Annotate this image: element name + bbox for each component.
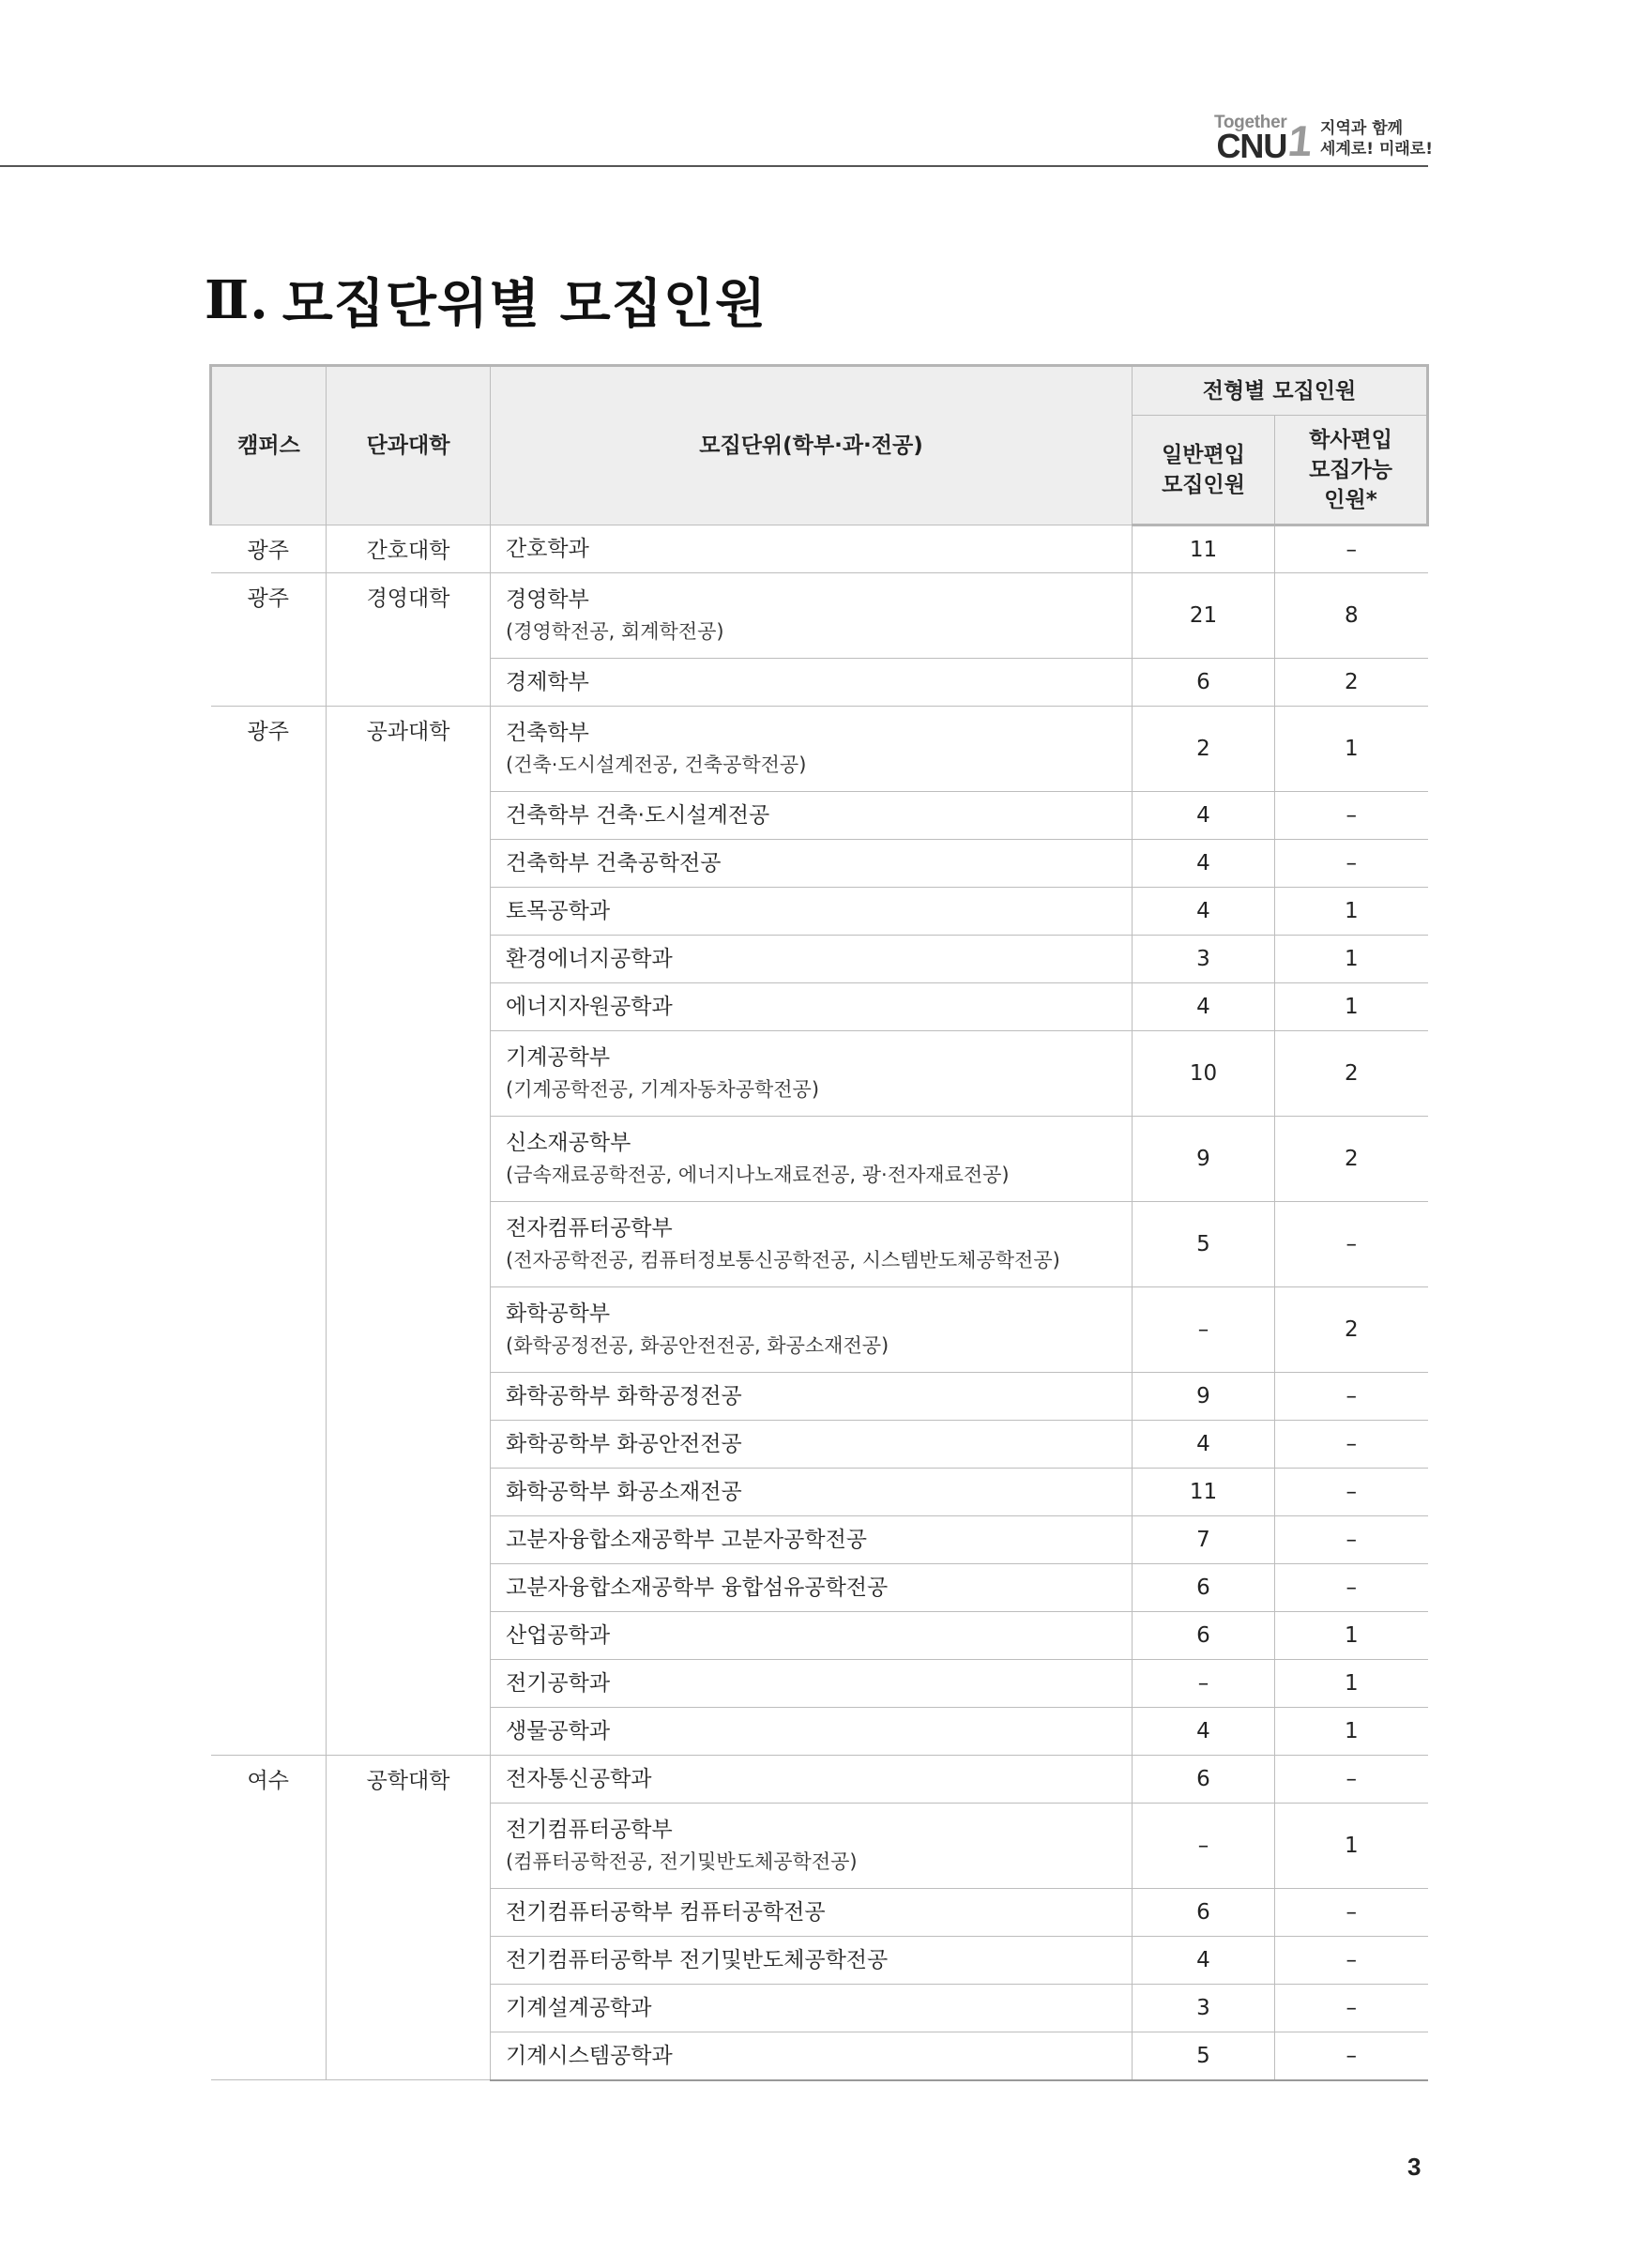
unit-majors: (금속재료공학전공, 에너지나노재료전공, 광·전자재료전공) — [506, 1164, 1010, 1186]
unit-name: 건축학부 건축·도시설계전공 — [506, 803, 770, 828]
general-count-cell: 4 — [1133, 1708, 1275, 1756]
bachelor-count-cell: 1 — [1275, 983, 1428, 1031]
unit-name: 기계공학부 — [506, 1045, 611, 1070]
bachelor-count-cell: – — [1275, 2032, 1428, 2080]
unit-cell — [491, 1421, 1133, 1469]
bachelor-count-cell: 1 — [1275, 707, 1428, 792]
college-cell: 경영대학 — [327, 573, 491, 707]
college-cell: 간호대학 — [327, 525, 491, 573]
bachelor-count-cell: 1 — [1275, 888, 1428, 936]
table-row — [211, 525, 1428, 573]
unit-cell — [491, 525, 1133, 573]
unit-cell — [491, 573, 1133, 659]
unit-name: 토목공학과 — [506, 899, 611, 923]
unit-name: 전자통신공학과 — [506, 1767, 652, 1791]
general-count-cell: 5 — [1133, 2032, 1275, 2080]
page-number: 3 — [1407, 2153, 1422, 2181]
table-row — [211, 1756, 1428, 1804]
cnu-logo — [1213, 105, 1433, 165]
bachelor-count-cell: 1 — [1275, 1660, 1428, 1708]
header-group: 전형별 모집인원 — [1133, 366, 1428, 416]
bachelor-count-cell: – — [1275, 1421, 1428, 1469]
bachelor-count-cell: – — [1275, 1937, 1428, 1985]
bachelor-count-cell: 1 — [1275, 936, 1428, 983]
unit-majors: (컴퓨터공학전공, 전기및반도체공학전공) — [506, 1850, 858, 1873]
logo-cnu-text: CNU — [1216, 127, 1287, 165]
bachelor-count-cell: 2 — [1275, 659, 1428, 707]
campus-cell: 광주 — [211, 707, 327, 1756]
section-number: Ⅱ. — [205, 269, 269, 331]
campus-cell: 광주 — [211, 573, 327, 707]
bachelor-count-cell: 2 — [1275, 1031, 1428, 1117]
bachelor-count-cell: – — [1275, 1564, 1428, 1612]
unit-cell — [491, 1756, 1133, 1804]
slogan-line-2: 세계로! 미래로! — [1320, 140, 1433, 159]
unit-name: 신소재공학부 — [506, 1131, 631, 1155]
unit-cell — [491, 2032, 1133, 2080]
general-count-cell: 21 — [1133, 573, 1275, 659]
unit-cell — [491, 888, 1133, 936]
general-count-cell: 11 — [1133, 525, 1275, 573]
general-count-cell: 4 — [1133, 840, 1275, 888]
bachelor-count-cell: 1 — [1275, 1612, 1428, 1660]
bachelor-count-cell: – — [1275, 792, 1428, 840]
general-count-cell: – — [1133, 1660, 1275, 1708]
general-count-cell: 4 — [1133, 1937, 1275, 1985]
section-title-text: 모집단위별 모집인원 — [281, 274, 768, 335]
unit-cell — [491, 1937, 1133, 1985]
bachelor-count-cell: 1 — [1275, 1804, 1428, 1889]
unit-name: 환경에너지공학과 — [506, 947, 673, 971]
unit-name: 기계시스템공학과 — [506, 2043, 673, 2068]
unit-name: 전자컴퓨터공학부 — [506, 1216, 673, 1241]
unit-name: 건축학부 건축공학전공 — [506, 851, 722, 875]
general-count-cell: 11 — [1133, 1469, 1275, 1516]
bachelor-count-cell: 2 — [1275, 1287, 1428, 1373]
unit-cell — [491, 1564, 1133, 1612]
general-count-cell: 5 — [1133, 1202, 1275, 1287]
unit-cell — [491, 1516, 1133, 1564]
logo-wordmark — [1213, 113, 1287, 165]
unit-name: 경제학부 — [506, 670, 589, 694]
unit-name: 화학공학부 화학공정전공 — [506, 1384, 742, 1408]
logo-one-mark: 1 — [1285, 116, 1315, 165]
general-count-cell: 6 — [1133, 1756, 1275, 1804]
header-general-line-2: 모집인원 — [1162, 472, 1245, 497]
unit-cell — [491, 659, 1133, 707]
header-campus: 캠퍼스 — [211, 366, 327, 525]
unit-cell — [491, 1985, 1133, 2032]
unit-name: 전기컴퓨터공학부 전기및반도체공학전공 — [506, 1948, 889, 1972]
header-bachelor-line-3: 인원* — [1324, 487, 1377, 512]
general-count-cell: 6 — [1133, 659, 1275, 707]
college-cell: 공학대학 — [327, 1756, 491, 2080]
header-bachelor-line-2: 모집가능 — [1309, 457, 1392, 482]
header-general — [1133, 416, 1275, 525]
unit-name: 간호학과 — [506, 537, 589, 561]
unit-cell — [491, 792, 1133, 840]
unit-majors: (전자공학전공, 컴퓨터정보통신공학전공, 시스템반도체공학전공) — [506, 1249, 1060, 1271]
unit-name: 고분자융합소재공학부 융합섬유공학전공 — [506, 1575, 889, 1600]
header-divider — [0, 165, 1428, 167]
campus-cell: 여수 — [211, 1756, 327, 2080]
bachelor-count-cell: 2 — [1275, 1117, 1428, 1202]
unit-cell — [491, 1202, 1133, 1287]
unit-cell — [491, 1031, 1133, 1117]
unit-name: 에너지자원공학과 — [506, 995, 673, 1019]
unit-name: 건축학부 — [506, 721, 589, 745]
general-count-cell: 4 — [1133, 792, 1275, 840]
unit-cell — [491, 1889, 1133, 1937]
general-count-cell: 6 — [1133, 1612, 1275, 1660]
section-title — [205, 263, 767, 338]
bachelor-count-cell: – — [1275, 840, 1428, 888]
unit-name: 화학공학부 화공소재전공 — [506, 1480, 742, 1504]
unit-name: 전기컴퓨터공학부 — [506, 1818, 673, 1842]
bachelor-count-cell: – — [1275, 525, 1428, 573]
unit-name: 전기컴퓨터공학부 컴퓨터공학전공 — [506, 1900, 826, 1925]
general-count-cell: 4 — [1133, 983, 1275, 1031]
unit-cell — [491, 840, 1133, 888]
unit-cell — [491, 1804, 1133, 1889]
unit-name: 생물공학과 — [506, 1719, 611, 1743]
general-count-cell: – — [1133, 1804, 1275, 1889]
unit-name: 고분자융합소재공학부 고분자공학전공 — [506, 1528, 868, 1552]
logo-slogan — [1320, 118, 1433, 161]
unit-cell — [491, 1373, 1133, 1421]
unit-name: 전기공학과 — [506, 1671, 611, 1696]
bachelor-count-cell: 1 — [1275, 1708, 1428, 1756]
unit-cell — [491, 1469, 1133, 1516]
general-count-cell: 10 — [1133, 1031, 1275, 1117]
header-bachelor-line-1: 학사편입 — [1309, 427, 1392, 452]
unit-cell — [491, 1612, 1133, 1660]
slogan-line-1: 지역과 함께 — [1320, 119, 1404, 138]
general-count-cell: – — [1133, 1287, 1275, 1373]
header-bachelor — [1275, 416, 1428, 525]
unit-cell — [491, 1708, 1133, 1756]
recruitment-table — [209, 364, 1429, 2081]
general-count-cell: 4 — [1133, 1421, 1275, 1469]
unit-name: 산업공학과 — [506, 1623, 611, 1648]
unit-cell — [491, 936, 1133, 983]
header-unit: 모집단위(학부·과·전공) — [491, 366, 1133, 525]
general-count-cell: 2 — [1133, 707, 1275, 792]
bachelor-count-cell: – — [1275, 1889, 1428, 1937]
general-count-cell: 4 — [1133, 888, 1275, 936]
general-count-cell: 3 — [1133, 1985, 1275, 2032]
unit-cell — [491, 1117, 1133, 1202]
unit-majors: (기계공학전공, 기계자동차공학전공) — [506, 1078, 820, 1101]
unit-majors: (화학공정전공, 화공안전전공, 화공소재전공) — [506, 1334, 890, 1357]
table-row — [211, 573, 1428, 659]
unit-name: 화학공학부 — [506, 1301, 611, 1326]
table-row — [211, 707, 1428, 792]
unit-name: 화학공학부 화공안전전공 — [506, 1432, 742, 1456]
bachelor-count-cell: – — [1275, 1516, 1428, 1564]
general-count-cell: 6 — [1133, 1564, 1275, 1612]
bachelor-count-cell: 8 — [1275, 573, 1428, 659]
campus-cell: 광주 — [211, 525, 327, 573]
bachelor-count-cell: – — [1275, 1373, 1428, 1421]
college-cell: 공과대학 — [327, 707, 491, 1756]
bachelor-count-cell: – — [1275, 1202, 1428, 1287]
header-general-line-1: 일반편입 — [1162, 442, 1245, 467]
logo-together-text: Together — [1213, 113, 1287, 132]
general-count-cell: 9 — [1133, 1373, 1275, 1421]
unit-majors: (경영학전공, 회계학전공) — [506, 620, 724, 643]
bachelor-count-cell: – — [1275, 1985, 1428, 2032]
bachelor-count-cell: – — [1275, 1756, 1428, 1804]
bachelor-count-cell: – — [1275, 1469, 1428, 1516]
unit-cell — [491, 1660, 1133, 1708]
unit-name: 경영학부 — [506, 587, 589, 612]
unit-cell — [491, 983, 1133, 1031]
unit-name: 기계설계공학과 — [506, 1996, 652, 2020]
general-count-cell: 3 — [1133, 936, 1275, 983]
header-college: 단과대학 — [327, 366, 491, 525]
general-count-cell: 6 — [1133, 1889, 1275, 1937]
general-count-cell: 7 — [1133, 1516, 1275, 1564]
general-count-cell: 9 — [1133, 1117, 1275, 1202]
unit-cell — [491, 1287, 1133, 1373]
unit-majors: (건축·도시설계전공, 건축공학전공) — [506, 753, 807, 776]
unit-cell — [491, 707, 1133, 792]
